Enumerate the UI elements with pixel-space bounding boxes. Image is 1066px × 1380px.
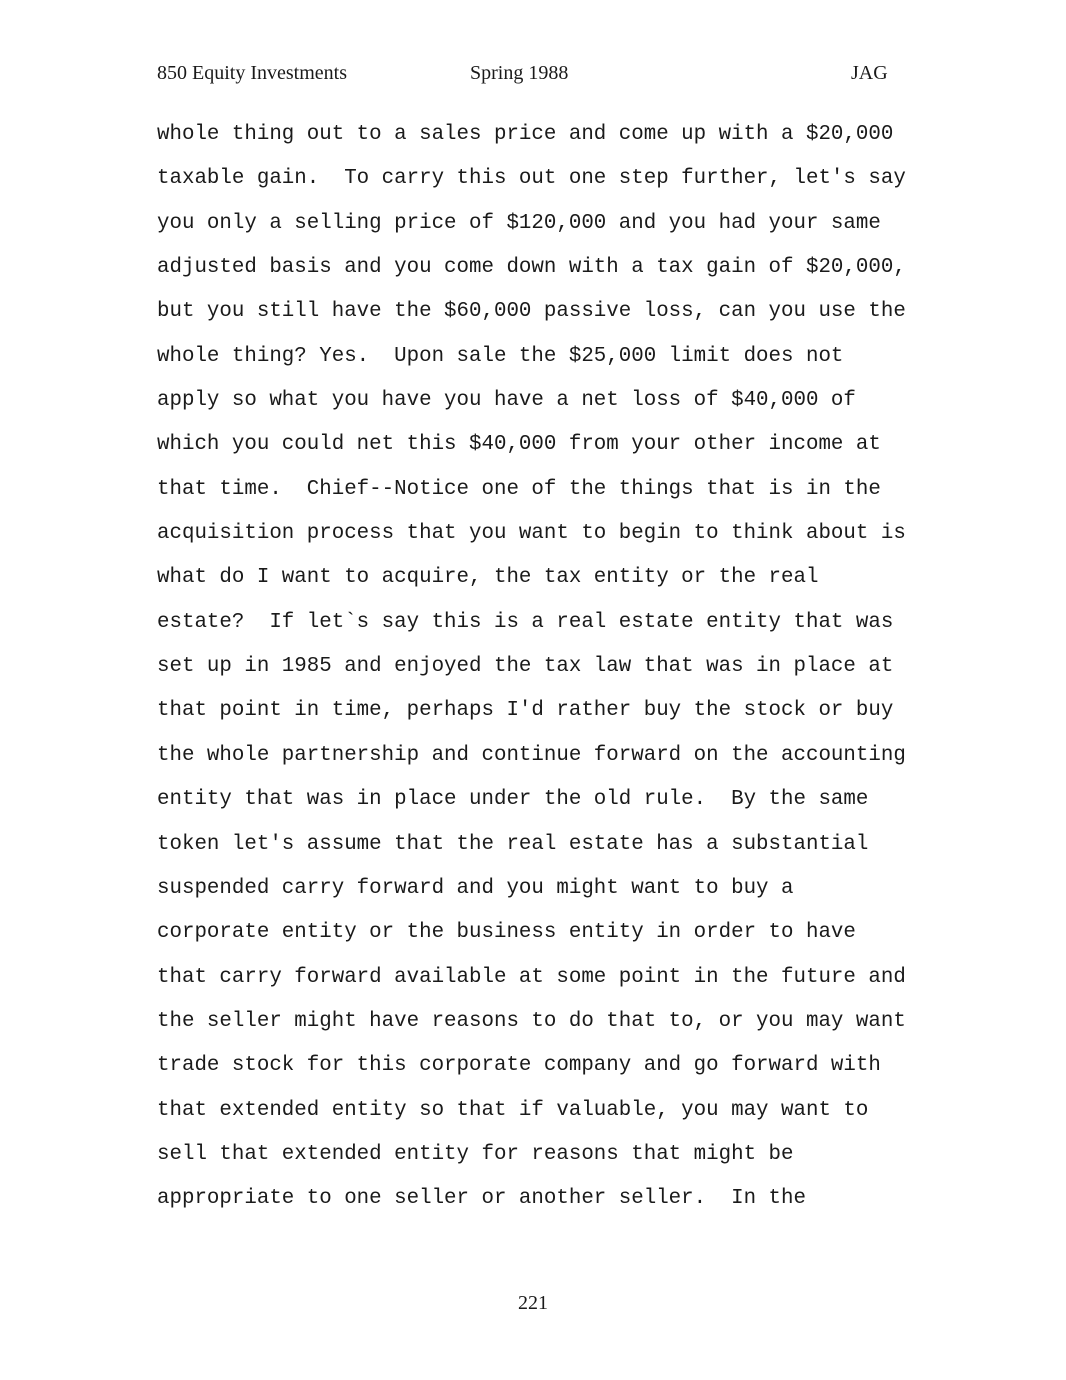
page-header (0, 62, 1066, 90)
text-line: taxable gain. To carry this out one step further, let's say (157, 167, 906, 191)
text-line: suspended carry forward and you might want to buy a (157, 876, 794, 900)
text-line: trade stock for this corporate company and go forward with (157, 1054, 881, 1078)
text-line: the whole partnership and continue forward on the accounting (157, 743, 906, 767)
text-line: but you still have the $60,000 passive loss, can you use the (157, 300, 906, 324)
text-line: that carry forward available at some point in the future and (157, 965, 906, 989)
text-line: set up in 1985 and enjoyed the tax law that was in place at (157, 655, 894, 679)
text-line: acquisition process that you want to begin to think about is (157, 522, 906, 546)
text-line: what do I want to acquire, the tax entity or the real (157, 566, 819, 590)
text-line: corporate entity or the business entity in order to have (157, 921, 856, 945)
text-line: adjusted basis and you come down with a tax gain of $20,000, (157, 256, 906, 280)
text-line: that extended entity so that if valuable, you may want to (157, 1098, 869, 1122)
page-number: 221 (518, 1292, 548, 1314)
text-line: whole thing? Yes. Upon sale the $25,000 limit does not (157, 344, 844, 368)
text-line: that point in time, perhaps I'd rather buy the stock or buy (157, 699, 894, 723)
text-line: which you could net this $40,000 from your other income at (157, 433, 881, 457)
author-initials: JAG (851, 62, 888, 84)
text-line: estate? If let`s say this is a real estate entity that was (157, 610, 894, 634)
text-line: that time. Chief--Notice one of the things that is in the (157, 477, 881, 501)
term-label: Spring 1988 (470, 62, 569, 84)
transcript-body (157, 119, 1017, 1228)
text-line: token let's assume that the real estate has a substantial (157, 832, 869, 856)
text-line: appropriate to one seller or another seller. In the (157, 1187, 806, 1211)
text-line: the seller might have reasons to do that to, or you may want (157, 1009, 906, 1033)
text-line: sell that extended entity for reasons that might be (157, 1142, 794, 1166)
text-line: you only a selling price of $120,000 and you had your same (157, 211, 881, 235)
course-title: 850 Equity Investments (157, 62, 347, 84)
text-line: apply so what you have you have a net loss of $40,000 of (157, 389, 856, 413)
text-line: entity that was in place under the old rule. By the same (157, 788, 869, 812)
text-line: whole thing out to a sales price and come up with a $20,000 (157, 123, 894, 146)
